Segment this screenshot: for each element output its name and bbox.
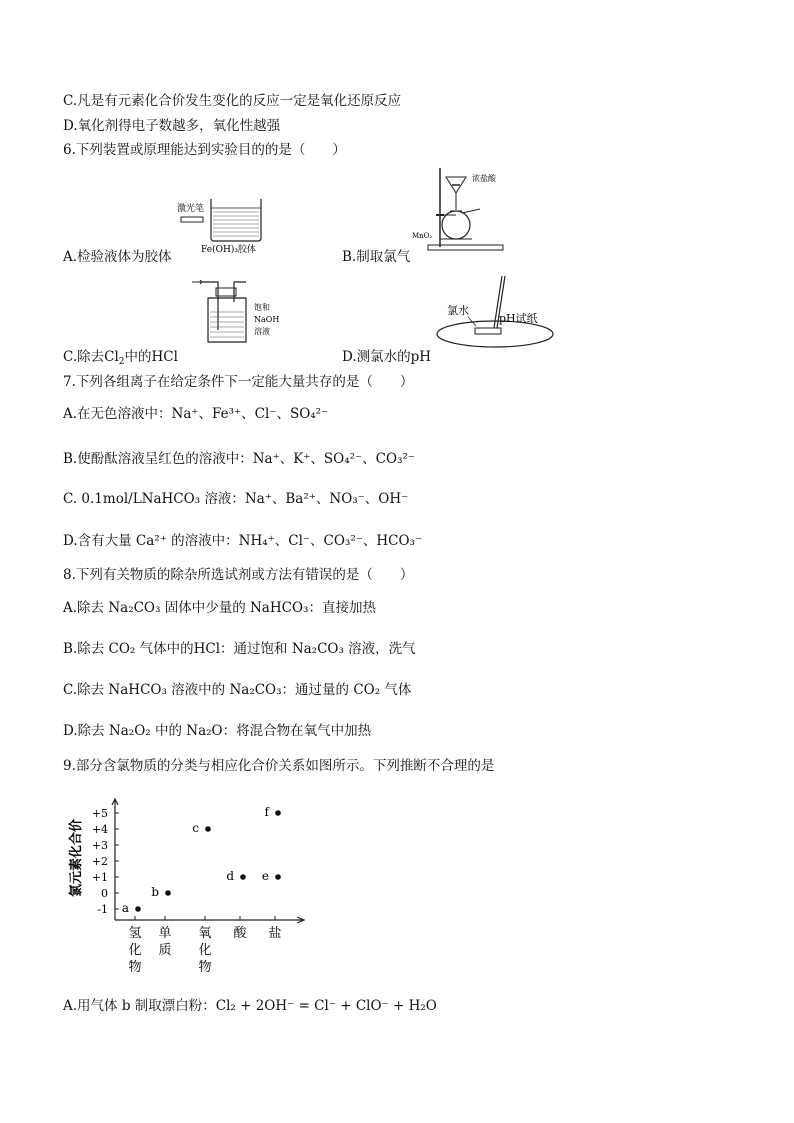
ph-paper-label: pH试纸 (499, 312, 538, 325)
data-point-b (165, 890, 171, 896)
x-category-label: 单 (158, 926, 172, 941)
data-point-label: b (151, 885, 159, 899)
data-point-label: e (261, 869, 269, 883)
solution-label-1: 饱和 (254, 303, 270, 312)
q8-stem: 8.下列有关物质的除杂所选试剂或方法有错误的是（ ） (63, 567, 414, 583)
q8-option-c: C.除去 NaHCO₃ 溶液中的 Na₂CO₃：通过量的 CO₂ 气体 (63, 682, 412, 698)
solution-label-3: 溶液 (254, 327, 270, 336)
valence-chart (60, 795, 320, 980)
x-category-label: 盐 (268, 926, 282, 941)
figure-wash-bottle (190, 272, 300, 347)
q8-option-b: B.除去 CO₂ 气体中的HCl：通过饱和 Na₂CO₃ 溶液，洗气 (63, 641, 416, 657)
q8-option-d: D.除去 Na₂O₂ 中的 Na₂O：将混合物在氧气中加热 (63, 723, 372, 739)
q5-option-c: C.凡是有元素化合价发生变化的反应一定是氧化还原反应 (63, 93, 402, 109)
y-tick-label: +4 (91, 823, 108, 836)
laser-label: 激光笔 (177, 204, 205, 214)
x-category-label: 化 (198, 943, 212, 958)
q7-option-d: D.含有大量 Ca²⁺ 的溶液中：NH₄⁺、Cl⁻、CO₃²⁻、HCO₃⁻ (63, 533, 423, 549)
q8-option-a: A.除去 Na₂CO₃ 固体中少量的 NaHCO₃：直接加热 (63, 600, 376, 616)
x-category-label: 物 (198, 960, 212, 975)
q6-option-c: C.除去$Cl_2$中的HCl (63, 349, 178, 367)
x-category-label: 氧 (198, 926, 212, 941)
figure-chlorine-generator (410, 165, 520, 255)
q6-stem: 6.下列装置或原理能达到实验目的的是（ ） (63, 142, 346, 158)
data-point-label: f (264, 805, 269, 819)
y-tick-label: 0 (101, 887, 108, 900)
q7-option-b: B.使酚酞溶液呈红色的溶液中：Na⁺、K⁺、SO₄²⁻、CO₃²⁻ (63, 451, 416, 467)
acid-label: 浓盐酸 (472, 174, 496, 183)
x-category-label: 酸 (233, 926, 247, 941)
figure-laser-beaker (175, 190, 295, 255)
data-point-label: d (226, 869, 234, 883)
q5-option-d: D.氧化剂得电子数越多，氧化性越强 (63, 118, 281, 134)
y-tick-label: -1 (97, 903, 108, 916)
q9-stem: 9.部分含氯物质的分类与相应化合价关系如图所示。下列推断不合理的是 (63, 758, 495, 774)
data-point-c (205, 826, 211, 832)
y-axis-label: 氯元素化合价 (69, 818, 84, 897)
mno2-label: MnO₂ (412, 232, 433, 240)
q6-option-a: A.检验液体为胶体 (63, 249, 172, 265)
q9-option-a: A.用气体 b 制取漂白粉：Cl₂ + 2OH⁻ = Cl⁻ + ClO⁻ + H₂O (63, 998, 437, 1014)
data-point-f (275, 810, 281, 816)
q6-option-b: B.制取氯气 (342, 249, 411, 265)
q7-option-a: A.在无色溶液中：Na⁺、Fe³⁺、Cl⁻、SO₄²⁻ (63, 406, 329, 422)
x-category-label: 物 (128, 960, 142, 975)
colloid-label: Fe(OH)₃胶体 (201, 245, 256, 255)
y-tick-label: +5 (91, 807, 108, 820)
solution-label-2: NaOH (254, 315, 280, 324)
chlorine-water-label: 氯水 (447, 304, 469, 317)
y-tick-label: +3 (91, 839, 108, 852)
y-tick-label: +1 (91, 871, 108, 884)
q6-option-d: D.测氯水的pH (342, 349, 432, 365)
x-category-label: 质 (158, 943, 172, 958)
valence-chart-svg (60, 795, 320, 980)
q7-stem: 7.下列各组离子在给定条件下一定能大量共存的是（ ） (63, 374, 414, 390)
data-point-e (275, 874, 281, 880)
data-point-d (240, 874, 246, 880)
x-category-label: 化 (128, 943, 142, 958)
q7-option-c: C. 0.1mol/LNaHCO₃ 溶液：Na⁺、Ba²⁺、NO₃⁻、OH⁻ (63, 491, 409, 507)
data-point-label: c (192, 821, 199, 835)
data-point-a (135, 906, 141, 912)
data-point-label: a (121, 901, 129, 915)
y-tick-label: +2 (91, 855, 108, 868)
x-category-label: 氢 (128, 926, 142, 941)
figure-ph-paper (432, 272, 567, 352)
